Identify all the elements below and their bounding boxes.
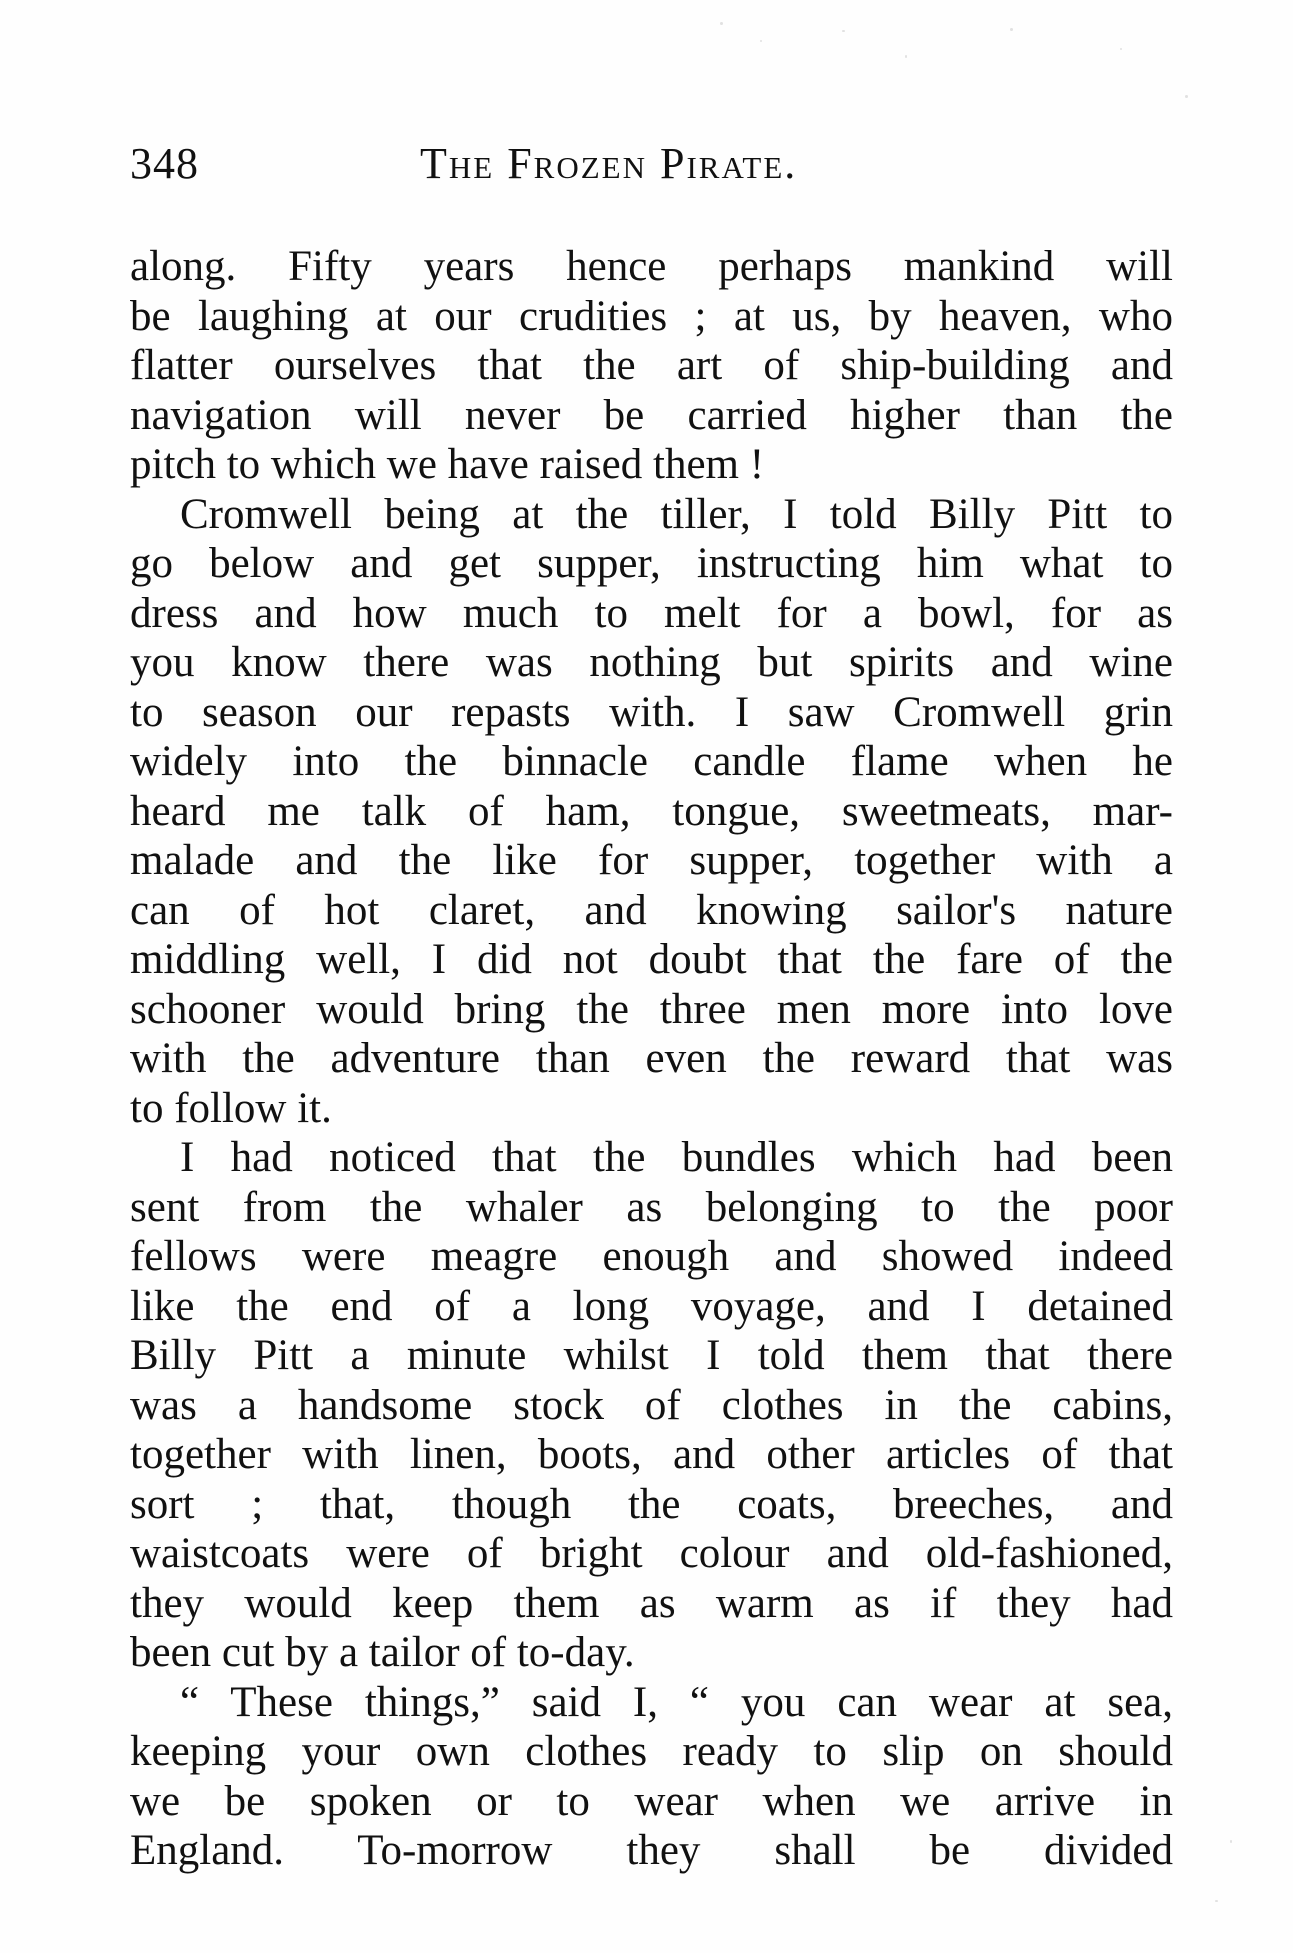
text-line: Cromwell being at the tiller, I told Billy Pitt to [180,490,1173,538]
text-line: keeping your own clothes ready to slip on should [130,1728,1173,1775]
text-line: sort ; that, though the coats, breeches, and [130,1480,1173,1528]
text-line: be laughing at our crudities ; at us, by heaven, who [130,292,1173,340]
scan-speckle [1120,48,1122,50]
text-line: like the end of a long voyage, and I detained [130,1282,1173,1330]
scan-speckle [1185,95,1188,98]
scan-speckle [720,22,723,25]
body-text [130,242,1173,1876]
text-line: was a handsome stock of clothes in the cabins, [130,1381,1173,1429]
text-line: to follow it. [130,1084,332,1132]
text-line: you know there was nothing but spirits and wine [130,639,1173,686]
page-number: 348 [130,139,199,188]
text-line: heard me talk of ham, tongue, sweetmeats, mar- [130,787,1173,835]
text-line: waistcoats were of bright colour and old-fashioned, [130,1530,1173,1577]
text-line: to season our repasts with. I saw Cromwell grin [130,688,1173,736]
text-line: been cut by a tailor of to-day. [130,1629,635,1676]
text-line: go below and get supper, instructing him what to [130,540,1173,587]
scan-speckle [1215,1900,1218,1902]
text-line: malade and the like for supper, together with a [130,837,1173,884]
text-line: pitch to which we have raised them ! [130,441,765,488]
scan-speckle [905,55,907,58]
text-line: “ These things,” said I, “ you can wear at sea, [180,1678,1173,1726]
scan-speckle [842,30,845,32]
text-line: Billy Pitt a minute whilst I told them that there [130,1332,1173,1379]
text-line: with the adventure than even the reward that was [130,1035,1173,1082]
text-line: they would keep them as warm as if they had [130,1579,1173,1627]
text-line: fellows were meagre enough and showed indeed [130,1233,1173,1280]
text-line: schooner would bring the three men more into love [130,985,1173,1033]
text-line: sent from the whaler as belonging to the poor [130,1183,1173,1231]
text-line: navigation will never be carried higher than the [130,391,1173,439]
text-line: together with linen, boots, and other articles of that [130,1431,1173,1478]
scan-speckle [1230,1840,1232,1843]
text-line: middling well, I did not doubt that the fare of the [130,936,1173,983]
text-line: I had noticed that the bundles which had been [180,1134,1173,1181]
text-line: we be spoken or to wear when we arrive in [130,1777,1173,1825]
text-line: England. To-morrow they shall be divided [130,1827,1173,1874]
running-head [130,138,1170,198]
text-line: along. Fifty years hence perhaps mankind will [130,243,1173,290]
text-line: dress and how much to melt for a bowl, for as [130,589,1173,637]
text-line: widely into the binnacle candle flame when he [130,738,1173,785]
running-title: The Frozen Pirate. [420,139,798,188]
scan-speckle [1010,28,1013,31]
text-line: flatter ourselves that the art of ship-building and [130,342,1173,389]
scan-speckle [760,40,762,42]
text-line: can of hot claret, and knowing sailor's nature [130,886,1173,934]
